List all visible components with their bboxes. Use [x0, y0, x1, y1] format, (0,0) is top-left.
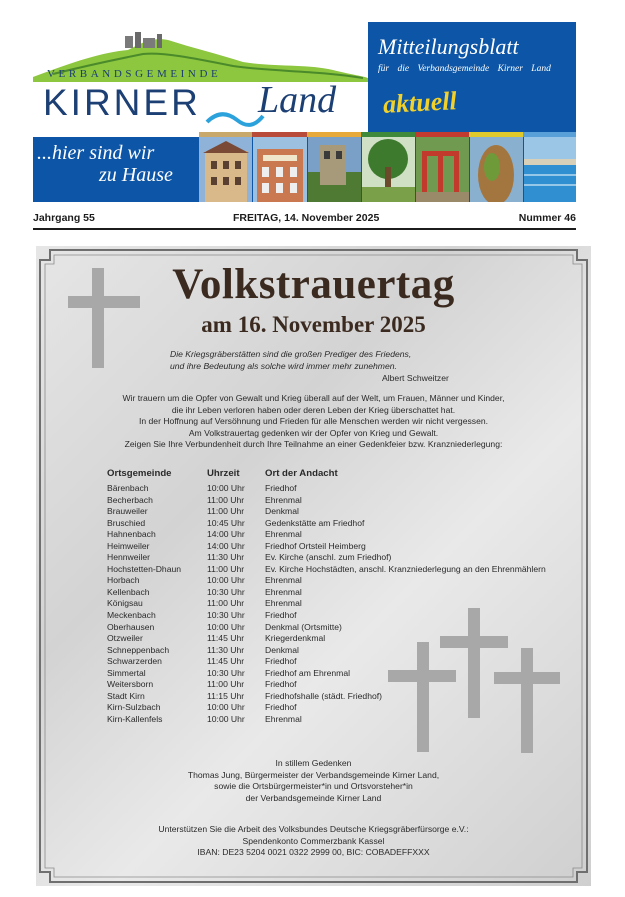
ort-cell: Ehrenmal — [265, 575, 302, 586]
quote-line: und ihre Bedeutung als solche wird immer mehr zunehmen. — [170, 360, 397, 371]
uhrzeit-cell: 11:00 Uhr — [207, 679, 245, 690]
ort-cell: Friedhof — [265, 483, 297, 493]
cross-icon — [468, 608, 480, 718]
uhrzeit-cell: 11:45 Uhr — [207, 656, 245, 667]
intro-text — [76, 393, 551, 451]
ortsgemeinde-cell: Kirn-Kallenfels — [107, 713, 163, 724]
uhrzeit-cell: 10:30 Uhr — [207, 586, 245, 597]
closing-line: Thomas Jung, Bürgermeister der Verbandsgemeinde Kirner Land, — [187, 769, 440, 780]
slogan-line-1: ...hier sind wir — [37, 142, 155, 164]
uhrzeit-cell: 11:00 Uhr — [207, 506, 245, 517]
slogan — [37, 142, 173, 186]
ortsgemeinde-cell: Otzweiler — [107, 633, 143, 644]
ort-cell: Ev. Kirche (anschl. zum Friedhof) — [265, 552, 392, 563]
ortsgemeinde-cell: Hennweiler — [107, 552, 150, 563]
donation-line: Spendenkonto Commerzbank Kassel — [242, 835, 385, 846]
uhrzeit-cell: 10:00 Uhr — [207, 702, 245, 713]
ort-cell: Ehrenmal — [265, 598, 302, 609]
river-wave-icon — [205, 110, 265, 130]
ortsgemeinde-cell: Schwarzerden — [107, 656, 162, 667]
ortsgemeinde-cell: Schneppenbach — [107, 644, 170, 655]
donation-line: IBAN: DE23 5204 0021 0322 2999 00, BIC: COBADEFFXXX — [197, 847, 430, 858]
red-arches-photo — [416, 137, 469, 202]
publication-subtitle: für die Verbandsgemeinde Kirner Land — [378, 64, 551, 74]
uhrzeit-cell: 11:30 Uhr — [207, 644, 245, 655]
aktuell-label: aktuell — [382, 86, 458, 119]
ortsgemeinde-cell: Heimweiler — [107, 540, 150, 551]
rock-formation-photo — [470, 137, 523, 202]
header-ort: Ort der Andacht — [265, 468, 338, 479]
uhrzeit-cell: 10:00 Uhr — [207, 575, 245, 586]
ort-cell: Friedhof — [265, 656, 297, 667]
swimming-pool-photo — [524, 137, 576, 202]
uhrzeit-cell: 14:00 Uhr — [207, 540, 245, 551]
uhrzeit-cell: 11:45 Uhr — [207, 633, 245, 644]
ort-cell: Kriegerdenkmal — [265, 633, 326, 644]
issue-volume: Jahrgang 55 — [33, 212, 95, 224]
uhrzeit-cell: 11:00 Uhr — [207, 494, 245, 505]
closing-text — [76, 758, 551, 804]
intro-line: die ihr Leben verloren haben oder deren Leben der Krieg überschattet hat. — [171, 404, 456, 415]
uhrzeit-cell: 14:00 Uhr — [207, 529, 245, 540]
ort-cell: Ehrenmal — [265, 713, 302, 724]
header-uhrzeit: Uhrzeit — [207, 468, 240, 479]
uhrzeit-cell: 11:00 Uhr — [207, 563, 245, 574]
header-ortsgemeinde: Ortsgemeinde — [107, 468, 172, 479]
ort-cell: Ehrenmal — [265, 529, 302, 540]
ort-cell: Friedhof — [265, 610, 297, 621]
uhrzeit-cell: 10:00 Uhr — [207, 713, 245, 724]
ortsgemeinde-cell: Horbach — [107, 575, 140, 586]
ortsgemeinde-cell: Becherbach — [107, 494, 153, 505]
intro-line: Am Volkstrauertag gedenken wir der Opfer von Krieg und Gewalt. — [188, 427, 439, 438]
uhrzeit-cell: 10:00 Uhr — [207, 621, 245, 632]
ortsgemeinde-cell: Königsau — [107, 598, 143, 609]
masthead-logo-area — [33, 22, 368, 137]
ort-cell: Friedhofshalle (städt. Friedhof) — [265, 690, 383, 701]
ortsgemeinde-cell: Stadt Kirn — [107, 690, 145, 701]
publication-title: Mitteilungsblatt — [378, 34, 519, 59]
quote-line: Die Kriegsgräberstätten sind die großen Prediger des Friedens, — [170, 349, 412, 359]
tree-garden-photo — [362, 137, 415, 202]
cross-icon — [440, 636, 508, 648]
closing-line: der Verbandsgemeinde Kirner Land — [245, 792, 382, 803]
ort-cell: Ehrenmal — [265, 586, 302, 597]
castle-ruin-photo — [308, 137, 361, 202]
donation-info — [76, 824, 551, 859]
ort-cell: Denkmal — [265, 506, 299, 517]
ortsgemeinde-cell: Oberhausen — [107, 621, 155, 632]
quote-author: Albert Schweitzer — [382, 373, 449, 383]
masthead — [33, 22, 576, 202]
ortsgemeinde-cell: Hochstetten-Dhaun — [107, 563, 182, 574]
ortsgemeinde-cell: Bruschied — [107, 517, 146, 528]
ortsgemeinde-cell: Kirn-Sulzbach — [107, 702, 161, 713]
uhrzeit-cell: 10:45 Uhr — [207, 517, 245, 528]
uhrzeit-cell: 10:30 Uhr — [207, 610, 245, 621]
intro-line: Zeigen Sie Ihre Verbundenheit durch Ihre Teilnahme an einer Gedenkfeier bzw. Kranzniederlegung: — [124, 439, 503, 450]
uhrzeit-cell: 11:00 Uhr — [207, 598, 245, 609]
verbandsgemeinde-label: VERBANDSGEMEINDE — [47, 68, 222, 80]
issue-date: FREITAG, 14. November 2025 — [233, 212, 380, 224]
intro-line: Wir trauern um die Opfer von Gewalt und Krieg überall auf der Welt, um Frauen, Männer und Kinder, — [122, 393, 505, 403]
ortsgemeinde-cell: Brauweiler — [107, 506, 148, 517]
cross-icon — [417, 642, 429, 752]
ort-cell: Friedhof am Ehrenmal — [265, 667, 351, 678]
ort-cell: Friedhof — [265, 702, 297, 713]
kirner-wordmark: KIRNER — [43, 82, 201, 123]
closing-line: sowie die Ortsbürgermeister*in und Ortsvorsteher*in — [214, 781, 413, 792]
town-building-photo — [199, 137, 252, 202]
ort-cell: Denkmal — [265, 644, 299, 655]
intro-line: In der Hoffnung auf Versöhnung und Frieden für alle Menschen werden wir nicht vergessen. — [138, 416, 489, 427]
issue-info-line — [33, 210, 576, 228]
ortsgemeinde-cell: Hahnenbach — [107, 529, 156, 540]
ortsgemeinde-cell: Bärenbach — [107, 483, 149, 493]
uhrzeit-cell: 11:15 Uhr — [207, 690, 245, 701]
ort-cell: Friedhof Ortsteil Heimberg — [265, 540, 366, 551]
memorial-date: am 16. November 2025 — [201, 312, 426, 337]
memorial-title: Volkstrauertag — [172, 261, 455, 308]
quote — [170, 349, 411, 372]
donation-line: Unterstützen Sie die Arbeit des Volksbundes Deutsche Kriegsgräberfürsorge e.V.: — [158, 824, 469, 834]
slogan-line-2: zu Hause — [99, 164, 173, 186]
ortsgemeinde-cell: Meckenbach — [107, 610, 156, 621]
uhrzeit-cell: 10:30 Uhr — [207, 667, 245, 678]
ort-cell: Gedenkstätte am Friedhof — [265, 517, 365, 528]
ort-cell: Friedhof — [265, 679, 297, 690]
divider — [33, 228, 576, 230]
cross-icon — [494, 672, 560, 684]
cross-icon — [521, 648, 533, 753]
memorial-notice — [36, 246, 591, 886]
uhrzeit-cell: 11:30 Uhr — [207, 552, 245, 563]
ortsgemeinde-cell: Weitersborn — [107, 679, 154, 690]
ort-cell: Denkmal (Ortsmitte) — [265, 621, 342, 632]
issue-number: Nummer 46 — [518, 212, 576, 224]
closing-line: In stillem Gedenken — [275, 758, 352, 768]
land-wordmark: Land — [258, 79, 337, 121]
town-hall-photo — [253, 137, 307, 202]
ortsgemeinde-cell: Simmertal — [107, 667, 146, 678]
ortsgemeinde-cell: Kellenbach — [107, 586, 150, 597]
uhrzeit-cell: 10:00 Uhr — [207, 483, 245, 493]
ort-cell: Ev. Kirche Hochstädten, anschl. Kranzniederlegung an den Ehrenmählern — [265, 563, 546, 574]
cross-icon — [388, 670, 456, 682]
ort-cell: Ehrenmal — [265, 494, 302, 505]
